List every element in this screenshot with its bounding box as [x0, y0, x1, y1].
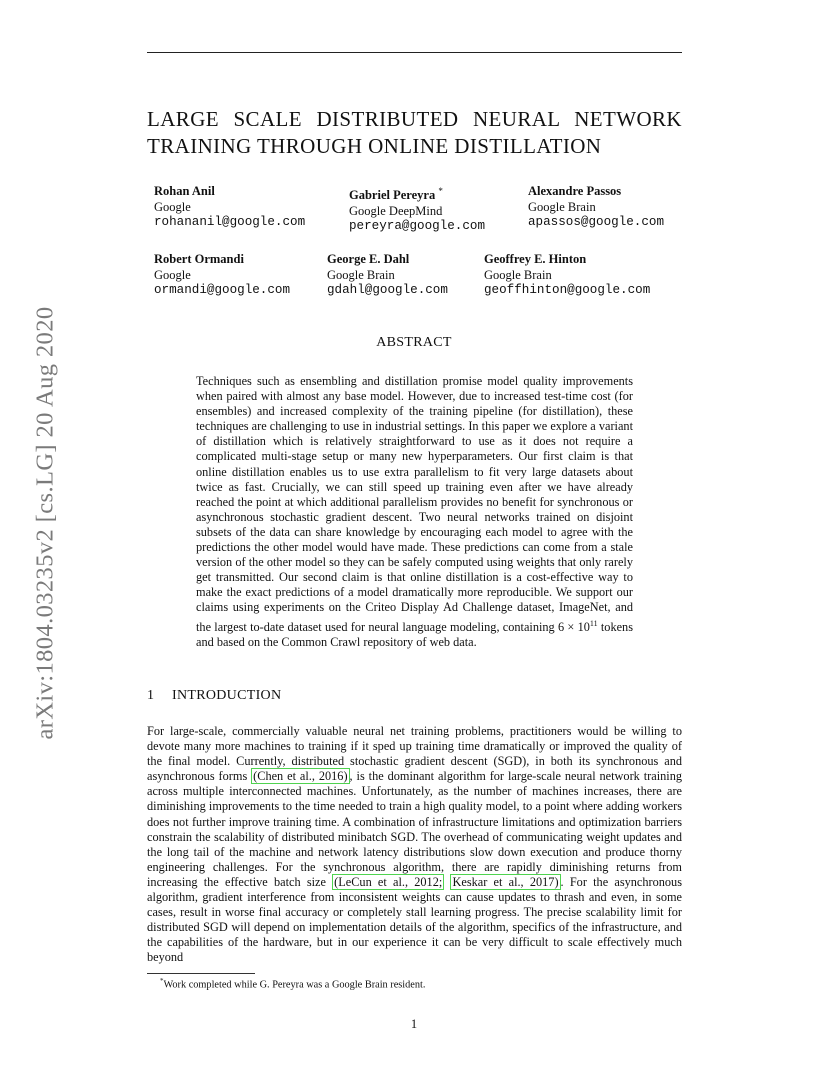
author-name-text: Gabriel Pereyra	[349, 188, 436, 203]
author-block-ormandi	[154, 252, 290, 299]
author-email: geoffhinton@google.com	[484, 283, 651, 297]
author-name	[349, 184, 485, 204]
abstract-text-tail: tokens and based on the Common Crawl repository of web data.	[196, 619, 633, 649]
author-email: ormandi@google.com	[154, 283, 291, 297]
author-email: rohananil@google.com	[154, 215, 306, 229]
abstract-exponent: 11	[589, 618, 598, 628]
author-block-hinton	[484, 252, 650, 299]
author-block-passos	[528, 184, 664, 231]
citation-link-chen[interactable]: (Chen et al., 2016)	[253, 769, 348, 784]
footnote	[160, 977, 425, 990]
author-affiliation: Google Brain	[327, 267, 395, 282]
page-number: 1	[410, 1017, 418, 1031]
author-affiliation: Google Brain	[528, 199, 596, 214]
author-name: George E. Dahl	[327, 252, 410, 266]
author-block-dahl	[327, 252, 448, 299]
section-title: INTRODUCTION	[172, 688, 282, 703]
author-email: gdahl@google.com	[327, 283, 448, 297]
footnote-rule	[147, 973, 255, 974]
footnote-text: Work completed while G. Pereyra was a Google Brain resident.	[163, 979, 426, 991]
paper-title	[147, 106, 682, 160]
author-name: Rohan Anil	[154, 184, 215, 198]
author-email: apassos@google.com	[528, 215, 665, 229]
arxiv-stamp	[32, 288, 59, 758]
top-rule	[147, 52, 682, 53]
author-name: Alexandre Passos	[528, 184, 622, 198]
intro-text: . For the asynchronous algorithm, gradient interference from inconsistent weights can cause updates to thrash and even, in some cases, result in worse final accuracy or completely stall learning progress. The precise scalability limit for distributed SGD will depend on implementation details of the algorithm, specifics of the infrastructure, and the capabilities of the hardware, but in our experience it can be very difficult to scale effectively much beyond	[147, 874, 682, 965]
author-block-anil	[154, 184, 305, 231]
footnote-marker: *	[438, 186, 443, 196]
author-block-pereyra	[349, 184, 485, 235]
footnote-mark: *	[160, 977, 164, 985]
author-affiliation: Google	[154, 267, 191, 282]
section-heading	[147, 688, 281, 704]
abstract-heading: ABSTRACT	[376, 335, 452, 350]
title-line-2: TRAINING THROUGH ONLINE DISTILLATION	[147, 134, 602, 158]
citation-link-keskar[interactable]: Keskar et al., 2017)	[452, 874, 559, 889]
author-name: Geoffrey E. Hinton	[484, 252, 587, 266]
intro-text: For large-scale, commercially valuable neural net training problems, practitioners would be willing to devote many more machines to training if it sped up training time dramatically or improved the quality of the final model. Currently, distributed stochastic gradient descent (SGD), in both its synchronous and asynchronous forms	[147, 724, 682, 784]
arxiv-identifier: arXiv:1804.03235v2 [cs.LG] 20 Aug 2020	[32, 306, 59, 740]
title-line-1: LARGE SCALE DISTRIBUTED NEURAL NETWORK	[147, 107, 682, 131]
abstract-body	[196, 374, 633, 650]
intro-text: , is the dominant algorithm for large-scale neural network training across multiple interconnected machines. Unfortunately, as the number of machines increases, there are diminishing improvements to the time needed to train a high quality model, to a point where adding workers does not further improve training time. A combination of infrastructure limitations and optimization barriers constrain the scalability of distributed minibatch SGD. The overhead of communicating weight updates and the long tail of the machine and network latency distributions slow down execution and produce thorny engineering challenges. For the synchronous algorithm, there are rapidly diminishing returns from increasing the effective batch size	[147, 769, 682, 889]
author-name: Robert Ormandi	[154, 252, 244, 266]
author-affiliation: Google	[154, 199, 191, 214]
author-affiliation: Google Brain	[484, 267, 552, 282]
author-affiliation: Google DeepMind	[349, 203, 443, 218]
author-email: pereyra@google.com	[349, 219, 486, 234]
abstract-text: Techniques such as ensembling and distillation promise model quality improvements when paired with almost any base model. However, due to increased test-time cost (for ensembles) and increased complexity of the training pipeline (for distillation), these techniques are challenging to use in industrial settings. In this paper we explore a variant of distillation which is relatively straightforward to use as it does not require a complicated multi-stage setup or many new hyperparameters. Our first claim is that online distillation enables us to use extra parallelism to fit very large datasets about twice as fast. Crucially, we can still speed up training even after we have already reached the point at which additional parallelism provides no benefit for synchronous or asynchronous stochastic gradient descent. Two neural networks trained on disjoint subsets of the data can share knowledge by encouraging each model to agree with the predictions the other model would have made. These predictions can come from a stale version of the other model so they can be safely computed using weights that only rarely get transmitted. Our second claim is that online distillation is a cost-effective way to make the exact predictions of a model dramatically more reproducible. We support our claims using experiments on the Criteo Display Ad Challenge dataset, ImageNet, and the largest to-date dataset used for neural language modeling, containing 6 × 10	[196, 374, 633, 634]
section-number: 1	[147, 688, 155, 703]
introduction-paragraph	[147, 724, 682, 966]
citation-link-lecun[interactable]: (LeCun et al., 2012;	[334, 874, 443, 889]
